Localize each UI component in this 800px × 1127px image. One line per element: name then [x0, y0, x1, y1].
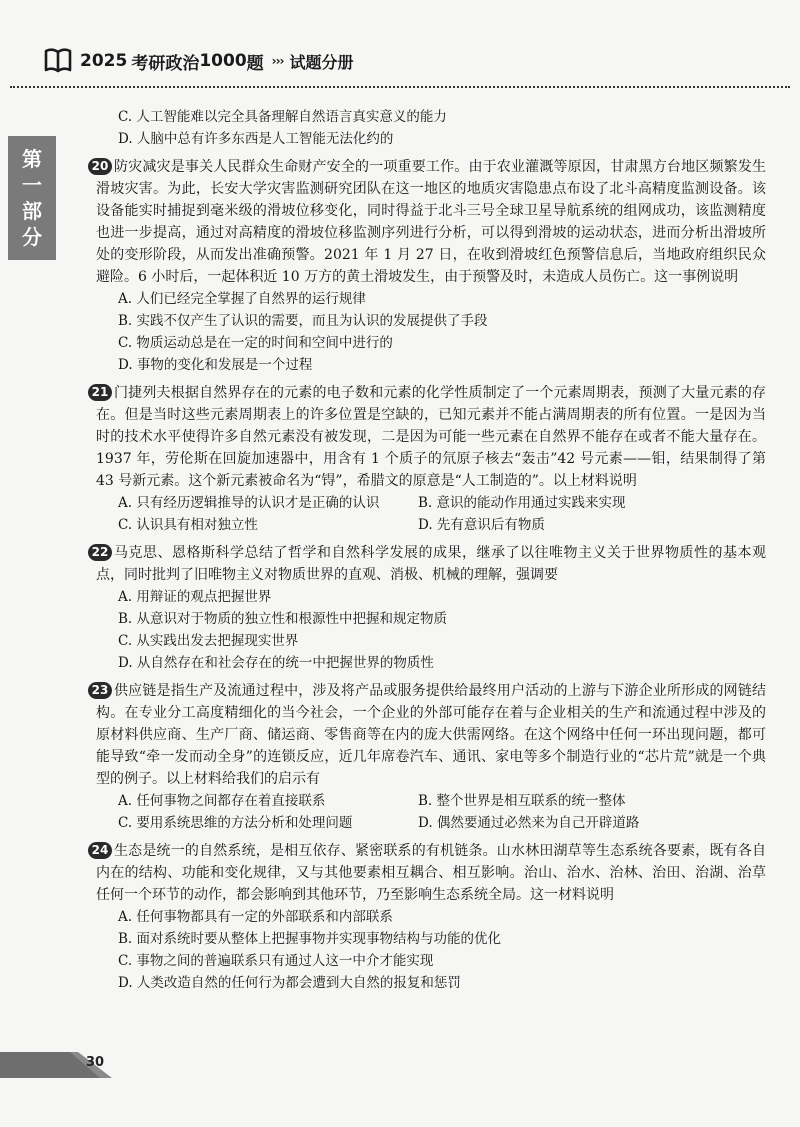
question-number: 22 — [88, 544, 112, 561]
option-row — [96, 492, 766, 514]
option-b: B. 整个世界是相互联系的统一整体 — [418, 793, 626, 809]
question-text: 门捷列夫根据自然界存在的元素的电子数和元素的化学性质制定了一个元素周期表，预测了大量元素的存在。但是当时这些元素周期表上的许多位置是空缺的，已知元素并不能占满周期表的所有位置。一是因为当时的技术水平使得许多自然元素没有被发现，二是因为可能一些元素在自然界不能存在或者不能大量存在。1937 年，劳伦斯在回旋加速器中，用含有 1 个质子的氘原子核去“轰击”42 号元素——钼，结果制得了第 43 号新元素。这个新元素被命名为“锝”，希腊文的原意是“人工制造的”。以上材料说明 — [96, 385, 766, 489]
header-count: 1000 — [199, 51, 247, 71]
book-icon — [44, 48, 72, 74]
question-number: 20 — [88, 158, 112, 175]
option-a: A. 只有经历逻辑推导的认识才是正确的认识 — [118, 495, 380, 511]
option-a: A. 人们已经完全掌握了自然界的运行规律 — [118, 291, 366, 307]
section-tab-char: 第 — [22, 147, 42, 171]
option-c: C. 要用系统思维的方法分析和处理问题 — [118, 815, 353, 831]
option-d: D. 先有意识后有物质 — [418, 517, 545, 533]
question-text: 防灾减灾是事关人民群众生命财产安全的一项重要工作。由于农业灌溉等原因，甘肃黑方台地区频繁发生滑坡灾害。为此，长安大学灾害监测研究团队在这一地区的地质灾害隐患点布设了北斗高精度监测设备。该设备能实时捕捉到毫米级的滑坡位移变化，同时得益于北斗三号全球卫星导航系统的组网成功，该监测精度也进一步提高，通过对高精度的滑坡位移监测序列进行分析，可以得到滑坡的运动状态，进而分析出滑坡所处的变形阶段，从而发出准确预警。2021 年 1 月 27 日，在收到滑坡红色预警信息后，当地政府组织民众避险。6 小时后，一起体积近 10 万方的黄土滑坡发生，由于预警及时，未造成人员伤亡。这一事例说明 — [96, 159, 766, 285]
option-b: B. 从意识对于物质的独立性和根源性中把握和规定物质 — [118, 611, 448, 627]
section-tab-char: 部 — [22, 199, 42, 223]
option-a: A. 用辩证的观点把握世界 — [118, 589, 272, 605]
header-series: 考研政治 — [131, 53, 200, 74]
header-subtitle: 试题分册 — [289, 52, 354, 72]
question-number: 24 — [88, 842, 112, 859]
option-row — [96, 790, 766, 812]
option-c: C. 物质运动总是在一定的时间和空间中进行的 — [118, 335, 393, 351]
section-tab — [8, 136, 56, 260]
question-content — [91, 102, 766, 994]
question-text: 马克思、恩格斯科学总结了哲学和自然科学发展的成果，继承了以往唯物主义关于世界物质性的基本观点，同时批判了旧唯物主义对物质世界的直观、消极、机械的理解，强调要 — [96, 545, 766, 583]
question-23 — [91, 680, 766, 790]
option-row — [96, 514, 766, 536]
option-c: C. 认识具有相对独立性 — [118, 517, 258, 533]
option-d: D. 从自然存在和社会存在的统一中把握世界的物质性 — [118, 655, 434, 671]
question-20 — [91, 156, 766, 288]
page-number: 30 — [86, 1055, 105, 1070]
option-b: B. 面对系统时要从整体上把握事物并实现事物结构与功能的优化 — [118, 931, 502, 947]
question-number: 23 — [88, 682, 112, 699]
header-divider — [10, 86, 790, 88]
option-c: C. 从实践出发去把握现实世界 — [118, 633, 299, 649]
question-text: 供应链是指生产及流通过程中，涉及将产品或服务提供给最终用户活动的上游与下游企业所形成的网链结构。在专业分工高度精细化的当今社会，一个企业的外部可能存在着与企业相关的生产和流通过程中涉及的原材料供应商、生产厂商、储运商、零售商等在内的庞大供需网络。在这个网络中任何一环出现问题，都可能导致“牵一发而动全身”的连锁反应，近几年席卷汽车、通讯、家电等多个制造行业的“芯片荒”就是一个典型的例子。以上材料给我们的启示有 — [96, 683, 766, 787]
option-a: A. 任何事物都具有一定的外部联系和内部联系 — [118, 909, 393, 925]
header-arrows: ››› — [271, 54, 284, 68]
question-21 — [91, 382, 766, 492]
question-number: 21 — [88, 384, 112, 401]
option-d: D. 事物的变化和发展是一个过程 — [118, 357, 313, 373]
option-row — [96, 812, 766, 834]
question-22 — [91, 542, 766, 586]
option-d: D. 人类改造自然的任何行为都会遭到大自然的报复和惩罚 — [118, 975, 461, 991]
option-b: B. 意识的能动作用通过实践来实现 — [418, 495, 626, 511]
option-d: D. 人脑中总有许多东西是人工智能无法化约的 — [118, 131, 394, 147]
section-tab-char: 一 — [22, 173, 42, 197]
page-header — [44, 44, 354, 78]
option-c: C. 人工智能难以完全具备理解自然语言真实意义的能力 — [118, 109, 447, 125]
section-tab-char: 分 — [22, 225, 42, 249]
option-d: D. 偶然要通过必然来为自己开辟道路 — [418, 815, 640, 831]
question-text: 生态是统一的自然系统，是相互依存、紧密联系的有机链条。山水林田湖草等生态系统各要素，既有各自内在的结构、功能和变化规律，又与其他要素相互耦合、相互影响。治山、治水、治林、治田、治湖、治草任何一个环节的动作，都会影响到其他环节，乃至影响生态系统全局。这一材料说明 — [96, 843, 766, 903]
option-c: C. 事物之间的普遍联系只有通过人这一中介才能实现 — [118, 953, 434, 969]
question-24 — [91, 840, 766, 906]
header-year: 2025 — [80, 51, 128, 71]
header-count-suffix: 题 — [246, 53, 264, 74]
option-b: B. 实践不仅产生了认识的需要，而且为认识的发展提供了手段 — [118, 313, 488, 329]
option-a: A. 任何事物之间都存在着直接联系 — [118, 793, 326, 809]
